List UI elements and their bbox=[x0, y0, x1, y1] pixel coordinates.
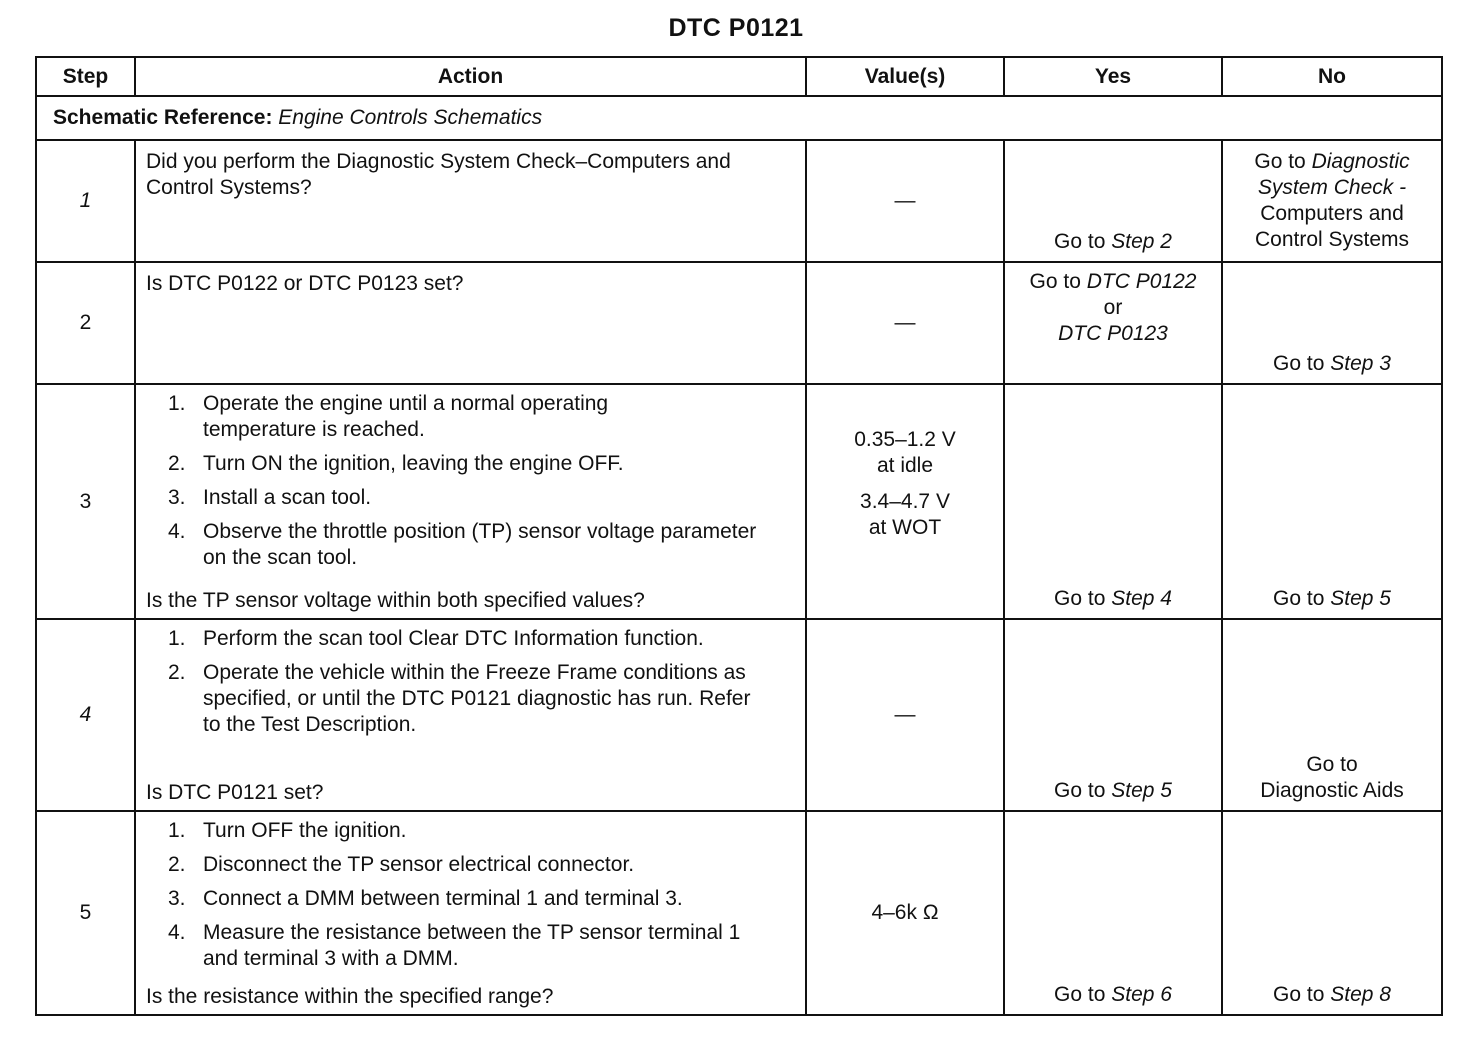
value-idle-label: at idle bbox=[876, 453, 934, 477]
substep-text: Turn ON the ignition, leaving the engine OFF. bbox=[203, 452, 624, 475]
header-row bbox=[36, 57, 1442, 96]
substep-text: Observe the throttle position (TP) sensor voltage parameter on the scan tool. bbox=[203, 520, 757, 569]
substep-number: 2. bbox=[168, 452, 186, 475]
yes-target: Step 6 bbox=[1111, 983, 1172, 1006]
no-prefix: Go to bbox=[1273, 983, 1325, 1006]
substep-number: 4. bbox=[168, 520, 186, 543]
no-prefix: Go to bbox=[1254, 150, 1306, 173]
no-line-2: Diagnostic Aids bbox=[1260, 779, 1404, 802]
no-target: Step 5 bbox=[1330, 587, 1391, 610]
no-cell bbox=[1222, 140, 1442, 262]
yes-prefix: Go to bbox=[1054, 230, 1106, 253]
substep-text: Turn OFF the ignition. bbox=[203, 819, 407, 842]
header-action: Action bbox=[135, 57, 806, 96]
no-rest: Computers and Control Systems bbox=[1254, 202, 1410, 251]
yes-cell bbox=[1004, 384, 1222, 619]
no-cell bbox=[1222, 384, 1442, 619]
substep bbox=[146, 519, 797, 571]
substep bbox=[146, 852, 797, 878]
yes-cell bbox=[1004, 619, 1222, 811]
substep bbox=[146, 920, 797, 972]
substep-list bbox=[146, 626, 797, 738]
substep-number: 1. bbox=[168, 392, 186, 415]
yes-or: or bbox=[1103, 296, 1123, 319]
yes-cell bbox=[1004, 811, 1222, 1015]
no-prefix: Go to bbox=[1273, 352, 1325, 375]
value-cell bbox=[806, 811, 1004, 1015]
substep-number: 2. bbox=[168, 661, 186, 684]
no-target: Step 8 bbox=[1330, 983, 1391, 1006]
header-yes: Yes bbox=[1004, 57, 1222, 96]
header-step: Step bbox=[36, 57, 135, 96]
substep-text: Disconnect the TP sensor electrical connector. bbox=[203, 853, 635, 876]
action-cell bbox=[135, 262, 806, 384]
value-text: — bbox=[894, 311, 916, 334]
substep-number: 3. bbox=[168, 486, 186, 509]
step-number: 1 bbox=[36, 140, 135, 262]
value-cell bbox=[806, 384, 1004, 619]
action-question: Is the resistance within the specified range? bbox=[146, 985, 554, 1008]
no-cell bbox=[1222, 811, 1442, 1015]
yes-cell bbox=[1004, 262, 1222, 384]
yes-target: Step 5 bbox=[1111, 779, 1172, 802]
yes-cell bbox=[1004, 140, 1222, 262]
header-no: No bbox=[1222, 57, 1442, 96]
value-idle-range: 0.35–1.2 V bbox=[854, 427, 956, 451]
no-cell bbox=[1222, 619, 1442, 811]
value-cell bbox=[806, 140, 1004, 262]
substep bbox=[146, 886, 797, 912]
no-cell bbox=[1222, 262, 1442, 384]
value-cell bbox=[806, 262, 1004, 384]
step-number: 3 bbox=[36, 384, 135, 619]
yes-prefix: Go to bbox=[1054, 779, 1106, 802]
schematic-reference-row bbox=[36, 96, 1442, 140]
schematic-reference bbox=[36, 96, 1442, 140]
no-line-1: Go to bbox=[1306, 753, 1358, 776]
substep bbox=[146, 818, 797, 844]
schematic-reference-link: Engine Controls Schematics bbox=[278, 106, 543, 129]
value-text: — bbox=[894, 703, 916, 726]
no-target: Step 3 bbox=[1330, 352, 1391, 375]
yes-prefix: Go to bbox=[1029, 270, 1081, 293]
table-row bbox=[36, 384, 1442, 619]
step-number: 5 bbox=[36, 811, 135, 1015]
step-number: 4 bbox=[36, 619, 135, 811]
table-row bbox=[36, 811, 1442, 1015]
yes-target: Step 2 bbox=[1111, 230, 1172, 253]
action-question: Is the TP sensor voltage within both specified values? bbox=[146, 589, 645, 612]
substep-text: Measure the resistance between the TP sensor terminal 1 and terminal 3 with a DMM. bbox=[203, 921, 741, 970]
header-values: Value(s) bbox=[806, 57, 1004, 96]
action-question: Is DTC P0121 set? bbox=[146, 781, 324, 804]
substep bbox=[146, 451, 797, 477]
substep bbox=[146, 485, 797, 511]
action-question: Is DTC P0122 or DTC P0123 set? bbox=[146, 272, 464, 295]
substep-text: Operate the vehicle within the Freeze Frame conditions as specified, or until the DTC P0121 diagnostic has run. Refer to the Test Description. bbox=[203, 661, 751, 736]
schematic-reference-label: Schematic Reference: bbox=[53, 106, 273, 129]
substep-list bbox=[146, 818, 797, 972]
yes-prefix: Go to bbox=[1054, 587, 1106, 610]
action-cell bbox=[135, 140, 806, 262]
value-text: — bbox=[894, 189, 916, 212]
substep bbox=[146, 660, 797, 738]
substep bbox=[146, 626, 797, 652]
step-number: 2 bbox=[36, 262, 135, 384]
substep-number: 1. bbox=[168, 819, 186, 842]
yes-target-alt: DTC P0123 bbox=[1058, 322, 1168, 345]
substep bbox=[146, 391, 797, 443]
diagnostic-table bbox=[35, 56, 1443, 1016]
action-cell bbox=[135, 384, 806, 619]
substep-list bbox=[146, 391, 797, 571]
table-row bbox=[36, 262, 1442, 384]
action-cell bbox=[135, 811, 806, 1015]
value-wot-label: at WOT bbox=[868, 515, 942, 539]
yes-target: Step 4 bbox=[1111, 587, 1172, 610]
substep-number: 1. bbox=[168, 627, 186, 650]
substep-text: Connect a DMM between terminal 1 and terminal 3. bbox=[203, 887, 683, 910]
action-cell bbox=[135, 619, 806, 811]
substep-number: 2. bbox=[168, 853, 186, 876]
substep-text: Install a scan tool. bbox=[203, 486, 372, 509]
table-row bbox=[36, 619, 1442, 811]
table-row bbox=[36, 140, 1442, 262]
yes-target: DTC P0122 bbox=[1086, 270, 1197, 293]
action-question: Did you perform the Diagnostic System Check–Computers and Control Systems? bbox=[146, 150, 731, 199]
substep-text: Operate the engine until a normal operating temperature is reached. bbox=[203, 392, 609, 441]
no-prefix: Go to bbox=[1273, 587, 1325, 610]
value-wot-range: 3.4–4.7 V bbox=[860, 489, 950, 513]
substep-text: Perform the scan tool Clear DTC Information function. bbox=[203, 627, 704, 650]
no-target: Diagnostic System Check - bbox=[1257, 150, 1410, 199]
value-cell bbox=[806, 619, 1004, 811]
document-title: DTC P0121 bbox=[668, 14, 804, 42]
yes-prefix: Go to bbox=[1054, 983, 1106, 1006]
substep-number: 4. bbox=[168, 921, 186, 944]
value-text: 4–6k Ω bbox=[871, 901, 939, 924]
substep-number: 3. bbox=[168, 887, 186, 910]
